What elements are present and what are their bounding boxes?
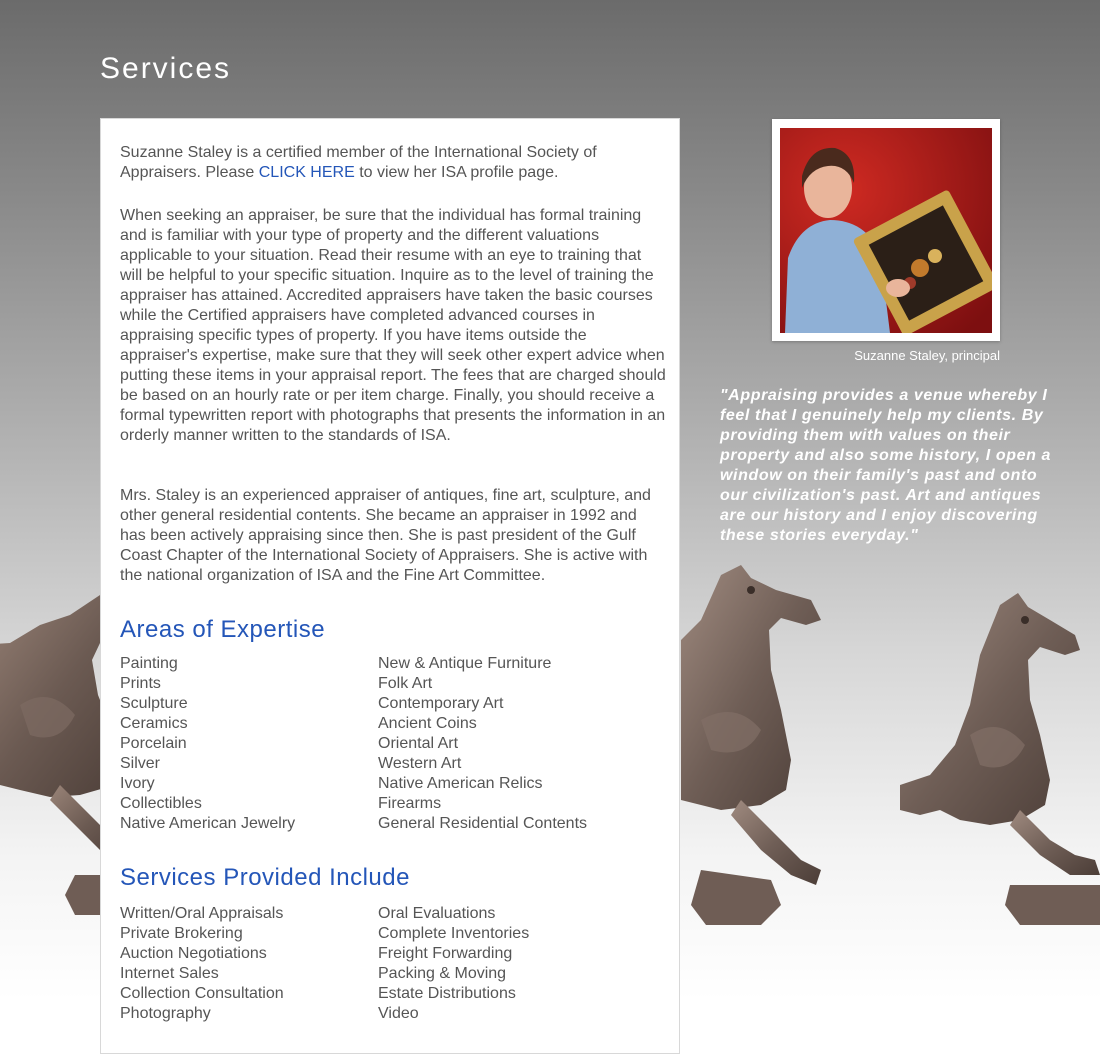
list-item: Auction Negotiations (120, 945, 267, 962)
list-item: Video (378, 1005, 419, 1022)
list-item: Painting (120, 655, 178, 672)
list-item: Freight Forwarding (378, 945, 513, 962)
bronze-horse-statue-right (900, 585, 1100, 930)
list-item: General Residential Contents (378, 815, 588, 832)
list-item: Collectibles (120, 795, 202, 812)
list-item: Firearms (378, 795, 442, 812)
photo-caption: Suzanne Staley, principal (854, 348, 1000, 363)
list-item: Sculpture (120, 695, 188, 712)
list-item: Porcelain (120, 735, 187, 752)
list-item: Contemporary Art (378, 695, 504, 712)
list-item: Written/Oral Appraisals (120, 905, 284, 922)
list-item: New & Antique Furniture (378, 655, 552, 672)
services-heading: Services Provided Include (120, 864, 410, 891)
principal-photo-frame (772, 119, 1000, 341)
services-list-col2 (378, 904, 668, 1024)
list-item: Silver (120, 755, 161, 772)
bronze-horse-statue-center (681, 560, 851, 940)
list-item: Oriental Art (378, 735, 459, 752)
isa-profile-link[interactable]: CLICK HERE (258, 164, 355, 181)
list-item: Native American Relics (378, 775, 543, 792)
list-item: Ivory (120, 775, 155, 792)
principal-photo (780, 128, 992, 333)
list-item: Estate Distributions (378, 985, 516, 1002)
list-item: Packing & Moving (378, 965, 507, 982)
page-title: Services (100, 52, 232, 85)
list-item: Western Art (378, 755, 462, 772)
list-item: Photography (120, 1005, 211, 1022)
list-item: Collection Consultation (120, 985, 284, 1002)
expertise-list-col1 (120, 654, 370, 834)
selection-advice-paragraph: When seeking an appraiser, be sure that the individual has formal training and is familiar with your type of property and the different valuations applicable to your situation. Read their resume with an eye to training that will be helpful to your specific situation. Inquire as to the level of training the appraiser has attained. Accredited appraisers have taken the basic courses while the Certified appraisers have completed advanced courses in appraising specific types of property. If you have items outside the appraiser's expertise, make sure that they will seek other expert advice when putting these items in your appraisal report. The fees that are charged should be based on an hourly rate or per item charge. Finally, you should receive a formal typewritten report with photographs that presents the information in an orderly manner written to the standards of ISA. (120, 207, 666, 444)
list-item: Complete Inventories (378, 925, 530, 942)
experience-paragraph: Mrs. Staley is an experienced appraiser of antiques, fine art, sculpture, and other general residential contents. She became an appraiser in 1992 and has been actively appraising since then. She is past president of the Gulf Coast Chapter of the International Society of Appraisers. She is active with the national organization of ISA and the Fine Art Committee. (120, 487, 651, 584)
principal-quote: "Appraising provides a venue whereby I feel that I genuinely help my clients. By providing them with values on their property and also some history, I open a window on their family's past and onto our civilization's past. Art and antiques are our history and I enjoy discovering these stories everyday." (720, 387, 1052, 544)
list-item: Prints (120, 675, 161, 692)
list-item: Private Brokering (120, 925, 243, 942)
expertise-list-col2 (378, 654, 668, 834)
list-item: Ceramics (120, 715, 188, 732)
services-list-col1 (120, 904, 370, 1024)
list-item: Oral Evaluations (378, 905, 496, 922)
intro-text: Suzanne Staley is a certified member of the International Society of Appraisers. Please (120, 144, 597, 181)
intro-text-end: to view her ISA profile page. (354, 164, 559, 181)
intro-paragraph (120, 143, 666, 183)
list-item: Internet Sales (120, 965, 219, 982)
content-panel (100, 118, 680, 1054)
expertise-heading: Areas of Expertise (120, 616, 326, 643)
list-item: Native American Jewelry (120, 815, 296, 832)
list-item: Folk Art (378, 675, 433, 692)
list-item: Ancient Coins (378, 715, 477, 732)
